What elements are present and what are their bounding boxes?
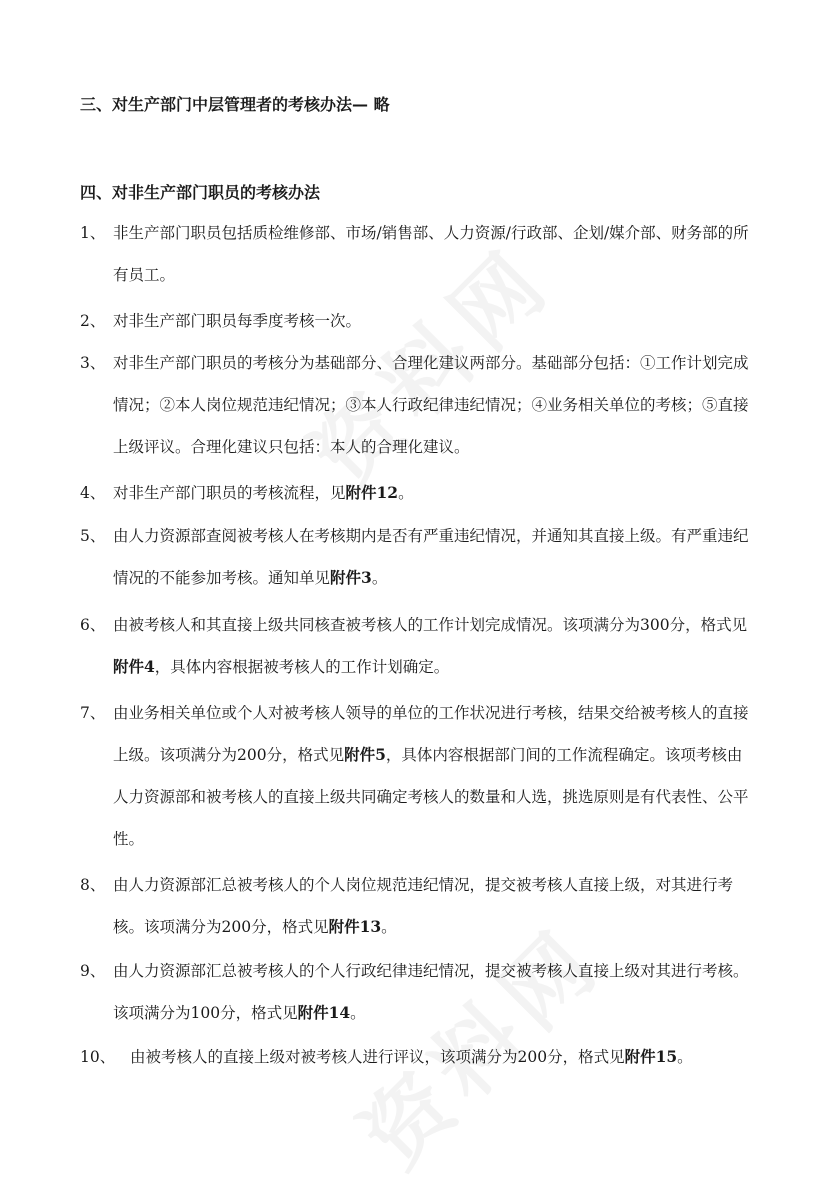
item-text: 对非生产部门职员的考核流程，见附件12。 [113, 483, 414, 502]
item-number: 2、 [80, 312, 106, 330]
attachment-ref: 附件3 [330, 568, 372, 587]
attachment-ref: 附件5 [344, 745, 386, 764]
item-text: 由人力资源部汇总被考核人的个人行政纪律违纪情况，提交被考核人直接上级对其进行考核。该项满分为100分，格式见附件14。 [113, 962, 749, 1022]
item-number: 1、 [80, 224, 106, 242]
item-number: 3、 [80, 354, 106, 372]
item-number: 7、 [80, 704, 106, 722]
attachment-ref: 附件12 [345, 483, 399, 502]
item-text: 非生产部门职员包括质检维修部、市场/销售部、人力资源/行政部、企划/媒介部、财务部的所有员工。 [113, 224, 749, 284]
attachment-ref: 附件4 [113, 657, 155, 676]
list-item [80, 300, 752, 342]
item-number: 6、 [80, 616, 106, 634]
section-3-heading: 三、对生产部门中层管理者的考核办法— 略 [80, 95, 390, 114]
item-text: 对非生产部门职员的考核分为基础部分、合理化建议两部分。基础部分包括：①工作计划完成情况；②本人岗位规范违纪情况；③本人行政纪律违纪情况；④业务相关单位的考核；⑤直接上级评议。合理化建议只包括：本人的合理化建议。 [113, 354, 749, 456]
item-number: 10、 [80, 1048, 116, 1066]
list-item [80, 515, 752, 599]
item-number: 8、 [80, 876, 106, 894]
section-4-heading: 四、对非生产部门职员的考核办法 [80, 183, 321, 202]
list-item [80, 472, 752, 514]
item-text: 由业务相关单位或个人对被考核人领导的单位的工作状况进行考核，结果交给被考核人的直接上级。该项满分为200分，格式见附件5，具体内容根据部门间的工作流程确定。该项考核由人力资源部和被考核人的直接上级共同确定考核人的数量和人选，挑选原则是有代表性、公平性。 [113, 704, 749, 848]
item-text: 由被考核人和其直接上级共同核查被考核人的工作计划完成情况。该项满分为300分，格式见附件4，具体内容根据被考核人的工作计划确定。 [113, 616, 748, 676]
list-item [80, 864, 752, 948]
attachment-ref: 附件13 [328, 917, 382, 936]
item-text: 由人力资源部汇总被考核人的个人岗位规范违纪情况，提交被考核人直接上级，对其进行考核。该项满分为200分，格式见附件13。 [113, 876, 734, 936]
item-text: 由人力资源部查阅被考核人在考核期内是否有严重违纪情况，并通知其直接上级。有严重违纪情况的不能参加考核。通知单见附件3。 [113, 527, 749, 587]
item-number: 5、 [80, 527, 106, 545]
item-text: 由被考核人的直接上级对被考核人进行评议，该项满分为200分，格式见附件15。 [130, 1047, 693, 1066]
attachment-ref: 附件15 [624, 1047, 678, 1066]
item-text: 对非生产部门职员每季度考核一次。 [113, 312, 362, 330]
list-item [80, 950, 752, 1034]
list-item [80, 1036, 752, 1078]
item-number: 9、 [80, 962, 106, 980]
item-number: 4、 [80, 484, 106, 502]
attachment-ref: 附件14 [297, 1003, 351, 1022]
list-item [80, 692, 752, 860]
list-item [80, 342, 752, 468]
list-item [80, 212, 752, 296]
list-item [80, 604, 752, 688]
